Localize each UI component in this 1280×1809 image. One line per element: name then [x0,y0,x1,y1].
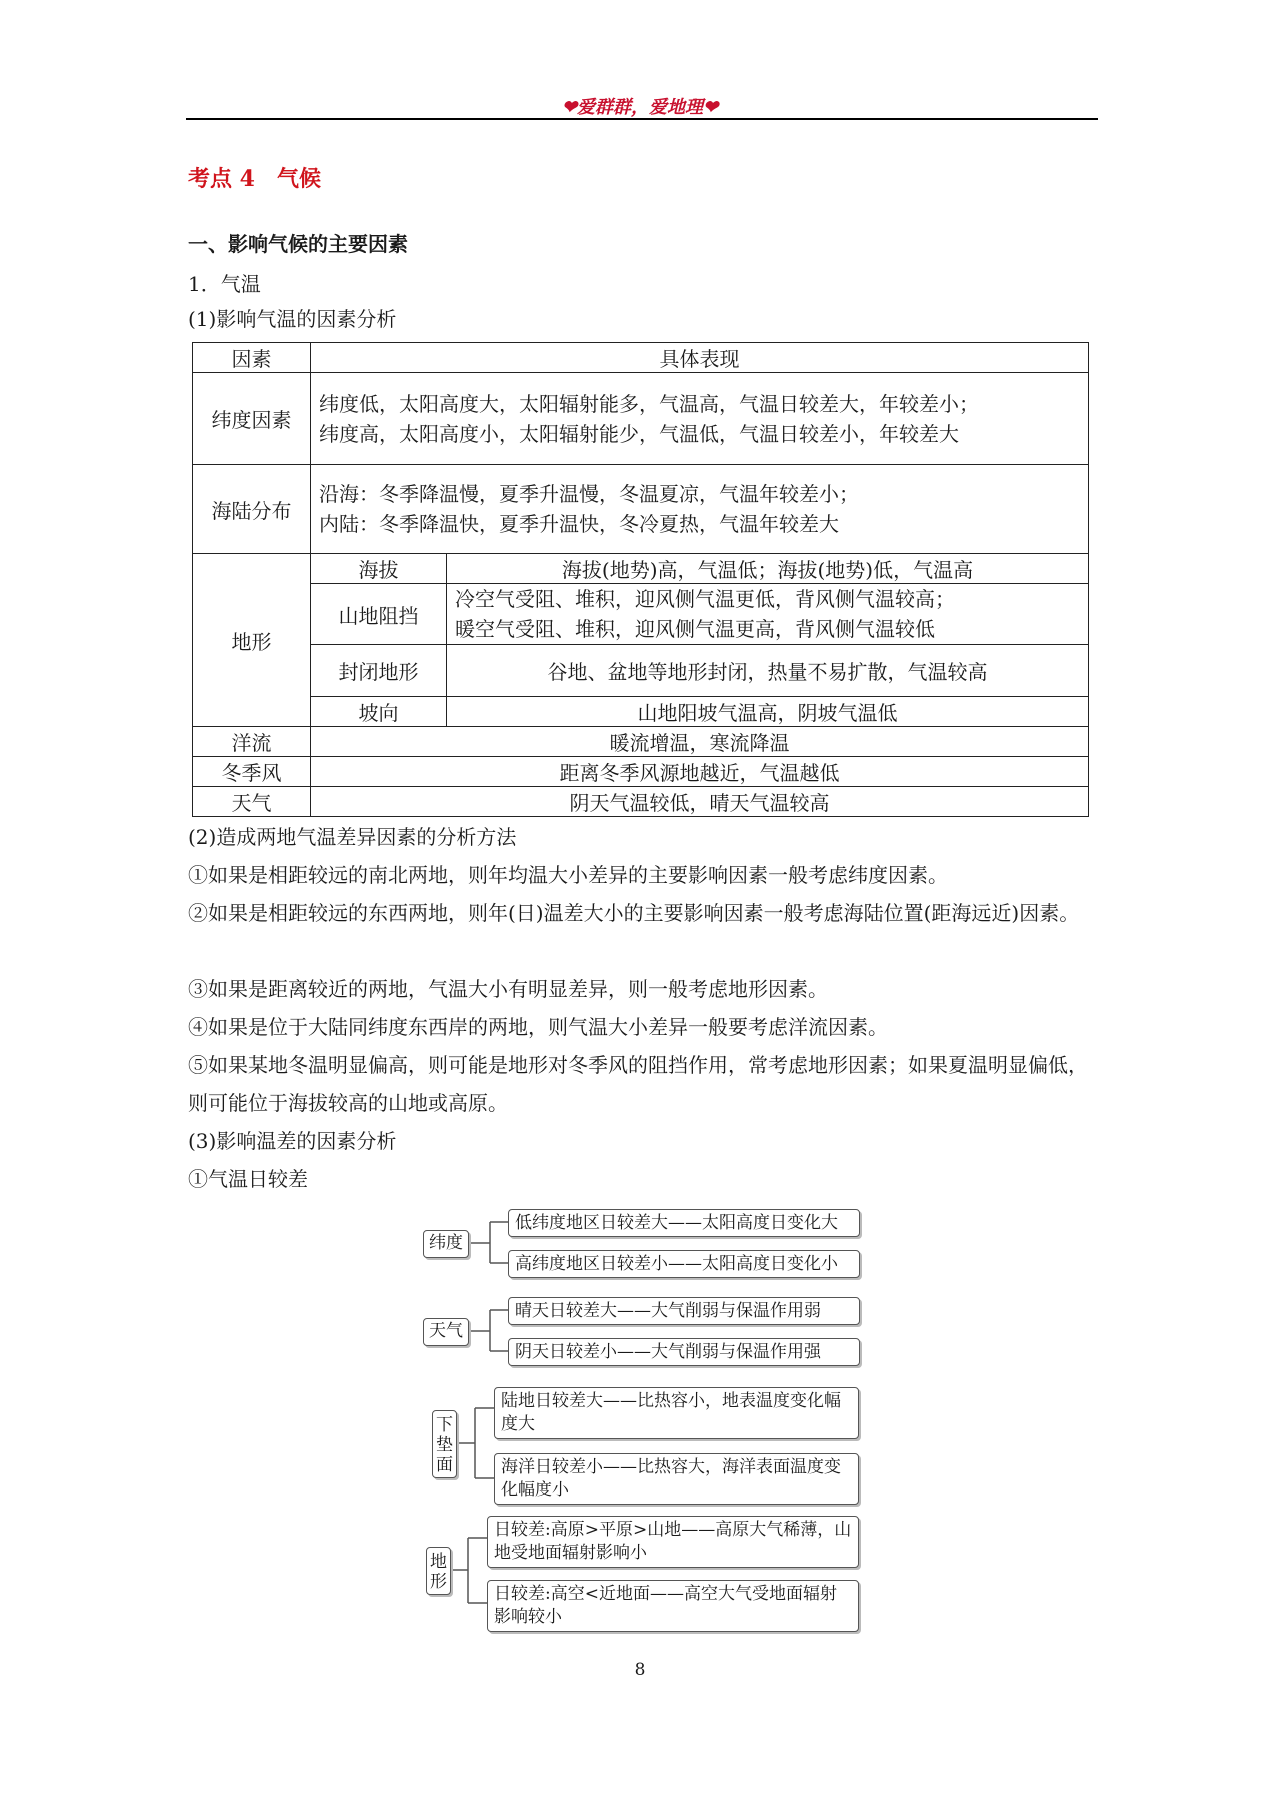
header-divider [186,118,1098,120]
row-detail: 山地阳坡气温高，阴坡气温低 [447,697,1089,727]
row-detail: 海拔(地势)高，气温低；海拔(地势)低，气温高 [447,554,1089,584]
row-detail: 谷地、盆地等地形封闭，热量不易扩散，气温较高 [447,645,1089,697]
method-item: ②如果是相距较远的东西两地，则年(日)温差大小的主要影响因素一般考虑海陆位置(距海远近)因素。 [188,901,1080,925]
header-factor: 因素 [193,343,311,373]
method-item: ③如果是距离较近的两地，气温大小有明显差异，则一般考虑地形因素。 [188,977,828,1001]
row-label: 洋流 [193,727,311,757]
subsection-heading: ①气温日较差 [188,1167,308,1191]
subsection-heading: 1．气温 [188,272,261,296]
row-detail: 距离冬季风源地越近，气温越低 [311,757,1089,787]
diagram-node-surface: 下 垫 面 [432,1410,457,1478]
row-detail: 暖流增温，寒流降温 [311,727,1089,757]
sub-label: 坡向 [311,697,447,727]
subsection-heading: (2)造成两地气温差异因素的分析方法 [188,825,517,849]
subsection-heading: (3)影响温差的因素分析 [188,1129,397,1153]
row-detail: 沿海：冬季降温慢，夏季升温慢，冬温夏凉，气温年较差小； 内陆：冬季降温快，夏季升温快，冬冷夏热，气温年较差大 [311,465,1089,554]
method-item: ⑤如果某地冬温明显偏高，则可能是地形对冬季风的阻挡作用，常考虑地形因素；如果夏温明显偏低，则可能位于海拔较高的山地或高原。 [188,1053,1088,1115]
diagram-leaf: 陆地日较差大——比热容小，地表温度变化幅度大 [494,1387,859,1439]
header-slogan: ❤爱群群，爱地理❤ [561,97,719,118]
page-title: 考点 4 气候 [188,166,321,192]
table-header-row [193,343,1089,373]
row-label: 冬季风 [193,757,311,787]
row-label: 地形 [193,554,311,727]
table-row [193,554,1089,584]
table-row [193,584,1089,645]
method-item: ①如果是相距较远的南北两地，则年均温大小差异的主要影响因素一般考虑纬度因素。 [188,863,948,887]
diagram-leaf: 高纬度地区日较差小——太阳高度日变化小 [508,1250,860,1278]
row-label: 海陆分布 [193,465,311,554]
table-row [193,787,1089,817]
row-detail: 冷空气受阻、堆积，迎风侧气温更低，背风侧气温较高； 暖空气受阻、堆积，迎风侧气温更高，背风侧气温较低 [447,584,1089,645]
sub-label: 封闭地形 [311,645,447,697]
diagram-leaf: 低纬度地区日较差大——太阳高度日变化大 [508,1209,860,1237]
row-label: 天气 [193,787,311,817]
diagram-leaf: 日较差:高原>平原>山地——高原大气稀薄，山地受地面辐射影响小 [487,1516,859,1568]
temperature-factors-table [192,342,1089,817]
method-item: ④如果是位于大陆同纬度东西岸的两地，则气温大小差异一般要考虑洋流因素。 [188,1015,888,1039]
table-row [193,727,1089,757]
row-label: 纬度因素 [193,373,311,465]
table-caption: (1)影响气温的因素分析 [188,307,397,331]
diagram-leaf: 阴天日较差小——大气削弱与保温作用强 [508,1338,860,1366]
section-heading: 一、影响气候的主要因素 [188,232,408,256]
page-number: 8 [634,1660,646,1680]
diagram-leaf: 日较差:高空<近地面——高空大气受地面辐射影响较小 [487,1580,859,1632]
diagram-node-terrain: 地 形 [426,1547,451,1595]
header-detail: 具体表现 [311,343,1089,373]
table-row [193,645,1089,697]
row-detail: 纬度低，太阳高度大，太阳辐射能多，气温高，气温日较差大，年较差小； 纬度高，太阳高度小，太阳辐射能少，气温低，气温日较差小，年较差大 [311,373,1089,465]
sub-label: 山地阻挡 [311,584,447,645]
table-row [193,373,1089,465]
diagram-node-weather: 天气 [423,1318,469,1346]
table-row [193,697,1089,727]
diagram-node-latitude: 纬度 [423,1230,469,1258]
diagram-leaf: 晴天日较差大——大气削弱与保温作用弱 [508,1297,860,1325]
table-row [193,757,1089,787]
table-row [193,465,1089,554]
sub-label: 海拔 [311,554,447,584]
row-detail: 阴天气温较低，晴天气温较高 [311,787,1089,817]
diagram-leaf: 海洋日较差小——比热容大，海洋表面温度变化幅度小 [494,1453,859,1505]
